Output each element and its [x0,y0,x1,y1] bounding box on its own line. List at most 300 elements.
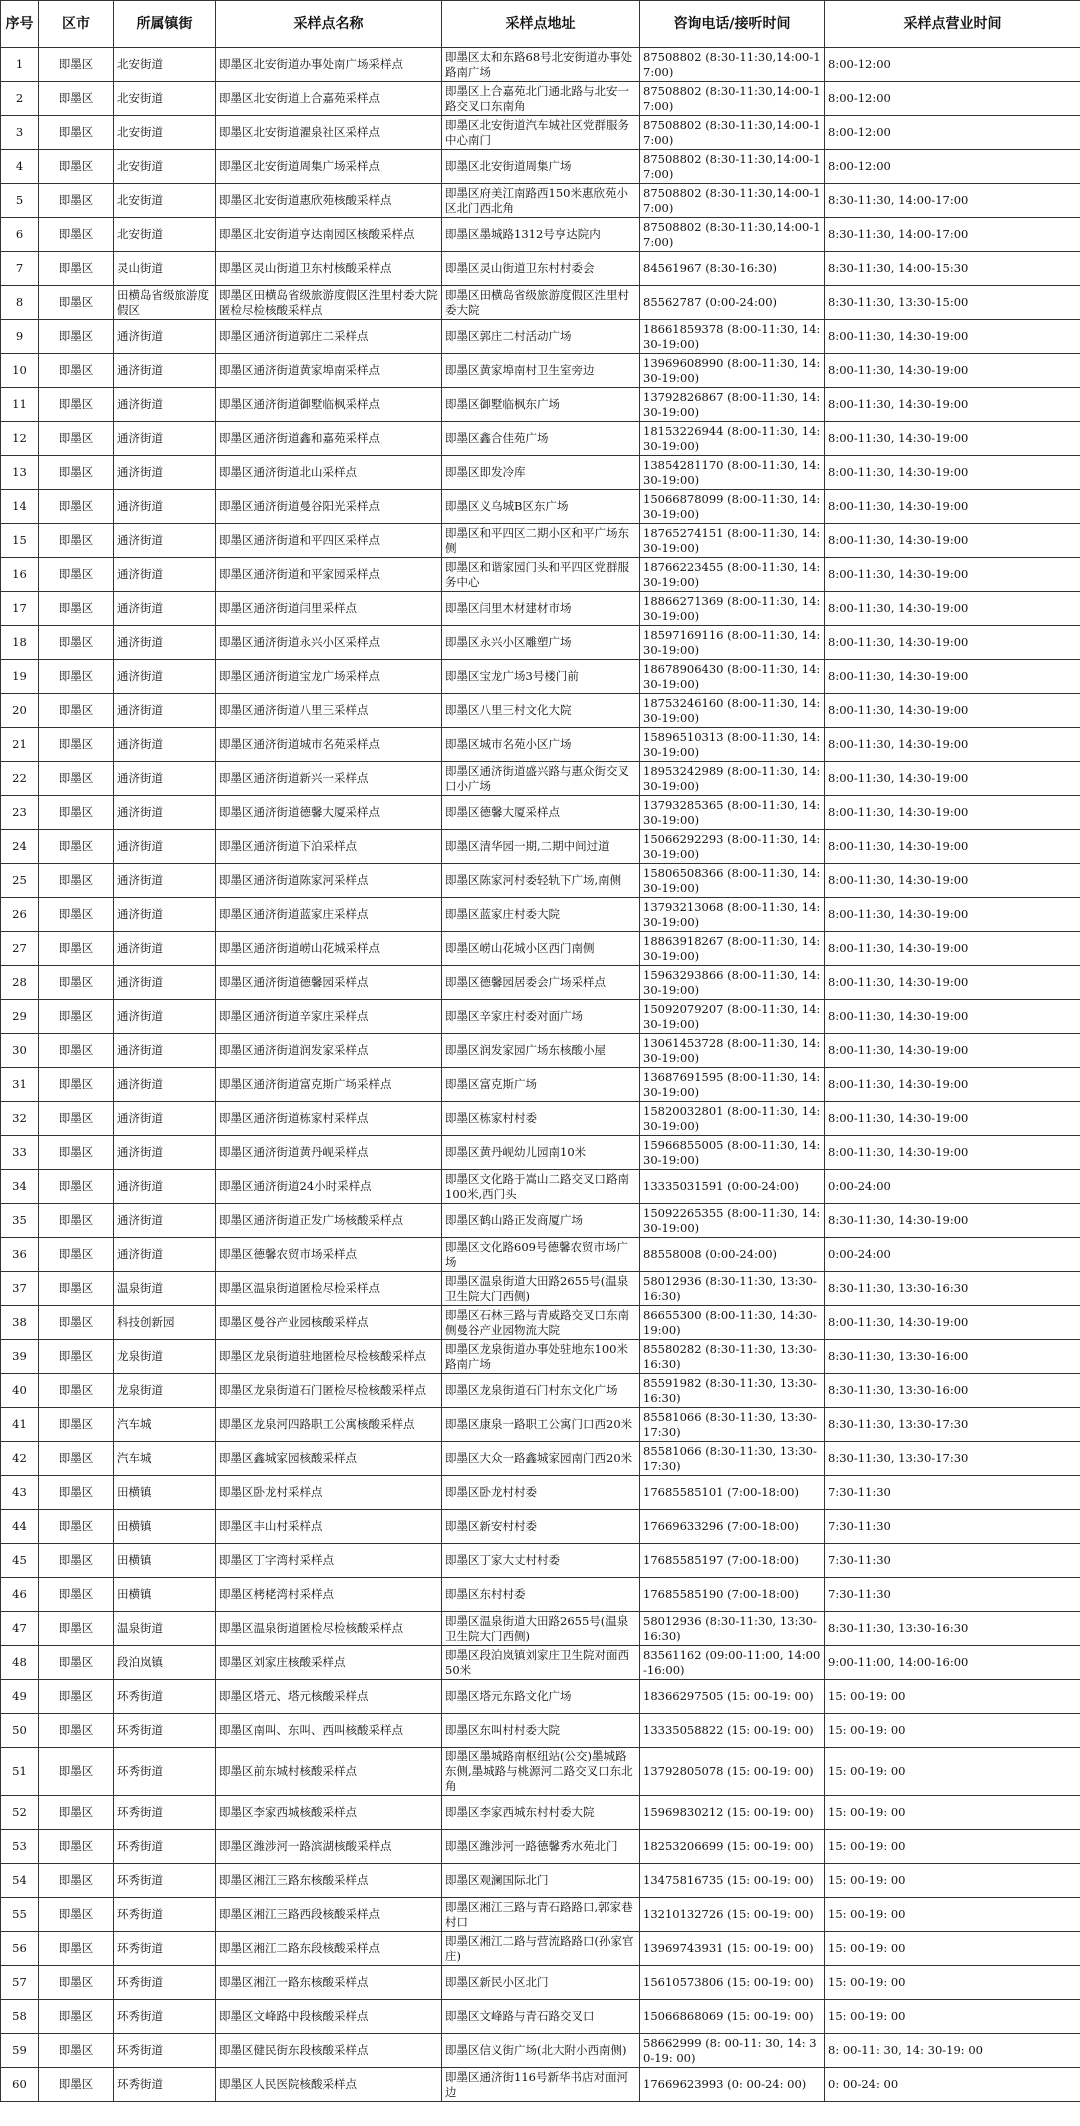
site-name-cell: 即墨区通济街道富克斯广场采样点 [216,1068,442,1102]
site-address-cell: 即墨区田横岛省级旅游度假区泩里村委大院 [442,286,640,320]
phone-hours-cell: 18866271369 (8:00-11:30, 14:30-19:00) [640,592,825,626]
site-address-cell: 即墨区通济街116号新华书店对面河边 [442,2068,640,2102]
site-address-cell: 即墨区德馨大厦采样点 [442,796,640,830]
open-hours-cell: 8:00-11:30, 14:30-19:00 [825,1034,1080,1068]
phone-hours-cell: 13475816735 (15: 00-19: 00) [640,1864,825,1898]
open-hours-cell: 8:00-11:30, 14:30-19:00 [825,966,1080,1000]
table-row [1,320,1080,354]
row-index-cell: 36 [1,1238,39,1272]
phone-hours-cell: 15820032801 (8:00-11:30, 14:30-19:00) [640,1102,825,1136]
table-row [1,1966,1080,2000]
open-hours-cell: 8:00-11:30, 14:30-19:00 [825,422,1080,456]
district-cell: 即墨区 [39,354,114,388]
phone-hours-cell: 85581066 (8:30-11:30, 13:30-17:30) [640,1408,825,1442]
site-address-cell: 即墨区文化路于嵩山二路交叉口路南100米,西门头 [442,1170,640,1204]
site-name-cell: 即墨区温泉街道匿检尽检核酸采样点 [216,1612,442,1646]
site-name-cell: 即墨区人民医院核酸采样点 [216,2068,442,2102]
site-name-cell: 即墨区通济街道栋家村采样点 [216,1102,442,1136]
district-cell: 即墨区 [39,1830,114,1864]
street-cell: 通济街道 [114,1204,216,1238]
site-address-cell: 即墨区大众一路鑫城家园南门西20米 [442,1442,640,1476]
site-address-cell: 即墨区北安街道汽车城社区党群服务中心南门 [442,116,640,150]
street-cell: 环秀街道 [114,1898,216,1932]
row-index-cell: 19 [1,660,39,694]
site-name-cell: 即墨区龙泉河四路职工公寓核酸采样点 [216,1408,442,1442]
table-row [1,592,1080,626]
open-hours-cell: 8:00-12:00 [825,116,1080,150]
site-name-cell: 即墨区塔元、塔元核酸采样点 [216,1680,442,1714]
site-name-cell: 即墨区湘江三路西段核酸采样点 [216,1898,442,1932]
header-hours: 采样点营业时间 [825,1,1080,48]
site-name-cell: 即墨区龙泉街道驻地匿检尽检核酸采样点 [216,1340,442,1374]
phone-hours-cell: 13969608990 (8:00-11:30, 14:30-19:00) [640,354,825,388]
phone-hours-cell: 18953242989 (8:00-11:30, 14:30-19:00) [640,762,825,796]
open-hours-cell: 15: 00-19: 00 [825,1864,1080,1898]
table-row [1,2068,1080,2102]
site-name-cell: 即墨区通济街道黄丹岘采样点 [216,1136,442,1170]
street-cell: 通济街道 [114,762,216,796]
table-row [1,966,1080,1000]
open-hours-cell: 8:30-11:30, 13:30-17:30 [825,1408,1080,1442]
open-hours-cell: 8:00-12:00 [825,48,1080,82]
table-row [1,1136,1080,1170]
site-address-cell: 即墨区宝龙广场3号楼门前 [442,660,640,694]
street-cell: 环秀街道 [114,1714,216,1748]
site-name-cell: 即墨区通济街道和平四区采样点 [216,524,442,558]
phone-hours-cell: 85581066 (8:30-11:30, 13:30-17:30) [640,1442,825,1476]
table-row [1,1714,1080,1748]
district-cell: 即墨区 [39,2068,114,2102]
table-row [1,762,1080,796]
row-index-cell: 45 [1,1544,39,1578]
district-cell: 即墨区 [39,1932,114,1966]
phone-hours-cell: 13792805078 (15: 00-19: 00) [640,1748,825,1796]
table-row [1,626,1080,660]
street-cell: 田横岛省级旅游度假区 [114,286,216,320]
phone-hours-cell: 18863918267 (8:00-11:30, 14:30-19:00) [640,932,825,966]
site-name-cell: 即墨区通济街道曼谷阳光采样点 [216,490,442,524]
site-name-cell: 即墨区前东城村核酸采样点 [216,1748,442,1796]
phone-hours-cell: 87508802 (8:30-11:30,14:00-17:00) [640,48,825,82]
street-cell: 通济街道 [114,1170,216,1204]
site-address-cell: 即墨区鹤山路正发商厦广场 [442,1204,640,1238]
street-cell: 北安街道 [114,150,216,184]
site-address-cell: 即墨区闫里木材建材市场 [442,592,640,626]
row-index-cell: 17 [1,592,39,626]
district-cell: 即墨区 [39,1340,114,1374]
site-name-cell: 即墨区湘江一路东核酸采样点 [216,1966,442,2000]
site-address-cell: 即墨区即发冷库 [442,456,640,490]
street-cell: 田横镇 [114,1510,216,1544]
open-hours-cell: 8:00-11:30, 14:30-19:00 [825,388,1080,422]
district-cell: 即墨区 [39,1748,114,1796]
row-index-cell: 5 [1,184,39,218]
site-address-cell: 即墨区东叫村村委大院 [442,1714,640,1748]
row-index-cell: 55 [1,1898,39,1932]
open-hours-cell: 8:00-12:00 [825,82,1080,116]
street-cell: 通济街道 [114,1034,216,1068]
street-cell: 通济街道 [114,388,216,422]
site-name-cell: 即墨区北安街道亨达南园区核酸采样点 [216,218,442,252]
street-cell: 灵山街道 [114,252,216,286]
row-index-cell: 26 [1,898,39,932]
open-hours-cell: 8:00-11:30, 14:30-19:00 [825,796,1080,830]
district-cell: 即墨区 [39,184,114,218]
site-address-cell: 即墨区观澜国际北门 [442,1864,640,1898]
open-hours-cell: 9:00-11:00, 14:00-16:00 [825,1646,1080,1680]
street-cell: 北安街道 [114,116,216,150]
site-name-cell: 即墨区潍涉河一路滨湖核酸采样点 [216,1830,442,1864]
district-cell: 即墨区 [39,1170,114,1204]
row-index-cell: 29 [1,1000,39,1034]
row-index-cell: 8 [1,286,39,320]
row-index-cell: 15 [1,524,39,558]
open-hours-cell: 15: 00-19: 00 [825,1932,1080,1966]
row-index-cell: 21 [1,728,39,762]
district-cell: 即墨区 [39,932,114,966]
open-hours-cell: 7:30-11:30 [825,1510,1080,1544]
table-row [1,796,1080,830]
phone-hours-cell: 13854281170 (8:00-11:30, 14:30-19:00) [640,456,825,490]
table-row [1,1544,1080,1578]
street-cell: 通济街道 [114,558,216,592]
site-address-cell: 即墨区永兴小区雕塑广场 [442,626,640,660]
open-hours-cell: 8:00-11:30, 14:30-19:00 [825,1000,1080,1034]
open-hours-cell: 15: 00-19: 00 [825,1966,1080,2000]
site-name-cell: 即墨区通济街道24小时采样点 [216,1170,442,1204]
site-name-cell: 即墨区通济街道德馨大厦采样点 [216,796,442,830]
street-cell: 通济街道 [114,524,216,558]
site-address-cell: 即墨区润发家园广场东核酸小屋 [442,1034,640,1068]
district-cell: 即墨区 [39,252,114,286]
row-index-cell: 49 [1,1680,39,1714]
site-name-cell: 即墨区湘江二路东段核酸采样点 [216,1932,442,1966]
district-cell: 即墨区 [39,1000,114,1034]
street-cell: 环秀街道 [114,2000,216,2034]
street-cell: 通济街道 [114,898,216,932]
row-index-cell: 28 [1,966,39,1000]
site-address-cell: 即墨区新安村村委 [442,1510,640,1544]
street-cell: 环秀街道 [114,1864,216,1898]
street-cell: 环秀街道 [114,1748,216,1796]
table-row [1,456,1080,490]
row-index-cell: 20 [1,694,39,728]
phone-hours-cell: 85580282 (8:30-11:30, 13:30-16:30) [640,1340,825,1374]
street-cell: 通济街道 [114,320,216,354]
phone-hours-cell: 17669623993 (0: 00-24: 00) [640,2068,825,2102]
street-cell: 通济街道 [114,830,216,864]
table-row [1,1170,1080,1204]
row-index-cell: 14 [1,490,39,524]
table-row [1,1578,1080,1612]
row-index-cell: 44 [1,1510,39,1544]
row-index-cell: 39 [1,1340,39,1374]
row-index-cell: 48 [1,1646,39,1680]
site-name-cell: 即墨区北安街道周集广场采样点 [216,150,442,184]
phone-hours-cell: 18678906430 (8:00-11:30, 14:30-19:00) [640,660,825,694]
row-index-cell: 35 [1,1204,39,1238]
street-cell: 环秀街道 [114,1680,216,1714]
table-row [1,830,1080,864]
site-name-cell: 即墨区通济街道陈家河采样点 [216,864,442,898]
phone-hours-cell: 13210132726 (15: 00-19: 00) [640,1898,825,1932]
row-index-cell: 59 [1,2034,39,2068]
street-cell: 通济街道 [114,592,216,626]
phone-hours-cell: 13335058822 (15: 00-19: 00) [640,1714,825,1748]
row-index-cell: 10 [1,354,39,388]
district-cell: 即墨区 [39,286,114,320]
site-address-cell: 即墨区八里三村文化大院 [442,694,640,728]
table-row [1,1238,1080,1272]
phone-hours-cell: 13969743931 (15: 00-19: 00) [640,1932,825,1966]
district-cell: 即墨区 [39,1864,114,1898]
district-cell: 即墨区 [39,1374,114,1408]
row-index-cell: 23 [1,796,39,830]
open-hours-cell: 8:30-11:30, 13:30-16:30 [825,1612,1080,1646]
street-cell: 通济街道 [114,966,216,1000]
table-row [1,1340,1080,1374]
site-address-cell: 即墨区蓝家庄村委大院 [442,898,640,932]
open-hours-cell: 8: 00-11: 30, 14: 30-19: 00 [825,2034,1080,2068]
street-cell: 通济街道 [114,354,216,388]
row-index-cell: 2 [1,82,39,116]
phone-hours-cell: 83561162 (09:00-11:00, 14:00-16:00) [640,1646,825,1680]
street-cell: 龙泉街道 [114,1374,216,1408]
open-hours-cell: 8:00-11:30, 14:30-19:00 [825,762,1080,796]
table-row [1,184,1080,218]
table-row [1,1864,1080,1898]
open-hours-cell: 8:00-11:30, 14:30-19:00 [825,558,1080,592]
site-address-cell: 即墨区段泊岚镇刘家庄卫生院对面西50米 [442,1646,640,1680]
table-row [1,1408,1080,1442]
table-row [1,898,1080,932]
street-cell: 温泉街道 [114,1612,216,1646]
row-index-cell: 47 [1,1612,39,1646]
site-address-cell: 即墨区和谐家园门头和平四区党群服务中心 [442,558,640,592]
site-address-cell: 即墨区墨城路南枢纽站(公交)墨城路东侧,墨城路与桃源河二路交叉口东北角 [442,1748,640,1796]
phone-hours-cell: 15092079207 (8:00-11:30, 14:30-19:00) [640,1000,825,1034]
table-row [1,1034,1080,1068]
open-hours-cell: 8:00-11:30, 14:30-19:00 [825,830,1080,864]
district-cell: 即墨区 [39,898,114,932]
header-index: 序号 [1,1,39,48]
table-body [1,48,1080,2102]
site-address-cell: 即墨区黄家埠南村卫生室旁边 [442,354,640,388]
site-address-cell: 即墨区塔元东路文化广场 [442,1680,640,1714]
open-hours-cell: 0:00-24:00 [825,1238,1080,1272]
street-cell: 通济街道 [114,796,216,830]
open-hours-cell: 8:30-11:30, 14:30-19:00 [825,1204,1080,1238]
district-cell: 即墨区 [39,1204,114,1238]
district-cell: 即墨区 [39,1714,114,1748]
site-name-cell: 即墨区通济街道黄家埠南采样点 [216,354,442,388]
district-cell: 即墨区 [39,966,114,1000]
site-address-cell: 即墨区栋家村村委 [442,1102,640,1136]
district-cell: 即墨区 [39,388,114,422]
phone-hours-cell: 17685585101 (7:00-18:00) [640,1476,825,1510]
table-row [1,1204,1080,1238]
street-cell: 通济街道 [114,932,216,966]
site-name-cell: 即墨区鑫城家园核酸采样点 [216,1442,442,1476]
row-index-cell: 60 [1,2068,39,2102]
open-hours-cell: 8:00-11:30, 14:30-19:00 [825,490,1080,524]
site-address-cell: 即墨区湘江二路与营流路路口(孙家官庄) [442,1932,640,1966]
district-cell: 即墨区 [39,1136,114,1170]
district-cell: 即墨区 [39,1544,114,1578]
street-cell: 通济街道 [114,694,216,728]
phone-hours-cell: 13335031591 (0:00-24:00) [640,1170,825,1204]
open-hours-cell: 8:30-11:30, 13:30-16:30 [825,1272,1080,1306]
district-cell: 即墨区 [39,660,114,694]
site-name-cell: 即墨区通济街道润发家采样点 [216,1034,442,1068]
table-row [1,116,1080,150]
table-row [1,354,1080,388]
site-address-cell: 即墨区北安街道周集广场 [442,150,640,184]
district-cell: 即墨区 [39,218,114,252]
open-hours-cell: 8:00-11:30, 14:30-19:00 [825,694,1080,728]
phone-hours-cell: 13793213068 (8:00-11:30, 14:30-19:00) [640,898,825,932]
site-address-cell: 即墨区灵山街道卫东村村委会 [442,252,640,286]
district-cell: 即墨区 [39,1238,114,1272]
open-hours-cell: 8:00-11:30, 14:30-19:00 [825,660,1080,694]
open-hours-cell: 8:00-12:00 [825,150,1080,184]
phone-hours-cell: 15963293866 (8:00-11:30, 14:30-19:00) [640,966,825,1000]
site-address-cell: 即墨区东村村委 [442,1578,640,1612]
district-cell: 即墨区 [39,864,114,898]
site-name-cell: 即墨区通济街道城市名苑采样点 [216,728,442,762]
district-cell: 即墨区 [39,1578,114,1612]
district-cell: 即墨区 [39,762,114,796]
table-row [1,1510,1080,1544]
phone-hours-cell: 15092265355 (8:00-11:30, 14:30-19:00) [640,1204,825,1238]
site-address-cell: 即墨区太和东路68号北安街道办事处路南广场 [442,48,640,82]
table-header [1,1,1080,48]
site-name-cell: 即墨区田横岛省级旅游度假区泩里村委大院匿检尽检核酸采样点 [216,286,442,320]
street-cell: 环秀街道 [114,2068,216,2102]
site-name-cell: 即墨区湘江三路东核酸采样点 [216,1864,442,1898]
site-name-cell: 即墨区丁字湾村采样点 [216,1544,442,1578]
site-address-cell: 即墨区富克斯广场 [442,1068,640,1102]
row-index-cell: 34 [1,1170,39,1204]
district-cell: 即墨区 [39,490,114,524]
phone-hours-cell: 18153226944 (8:00-11:30, 14:30-19:00) [640,422,825,456]
district-cell: 即墨区 [39,116,114,150]
street-cell: 通济街道 [114,490,216,524]
site-name-cell: 即墨区通济街道鑫和嘉苑采样点 [216,422,442,456]
street-cell: 通济街道 [114,422,216,456]
site-name-cell: 即墨区通济街道北山采样点 [216,456,442,490]
row-index-cell: 22 [1,762,39,796]
phone-hours-cell: 18366297505 (15: 00-19: 00) [640,1680,825,1714]
phone-hours-cell: 15066868069 (15: 00-19: 00) [640,2000,825,2034]
district-cell: 即墨区 [39,2034,114,2068]
district-cell: 即墨区 [39,1408,114,1442]
district-cell: 即墨区 [39,1646,114,1680]
district-cell: 即墨区 [39,1442,114,1476]
site-address-cell: 即墨区康泉一路职工公寓门口西20米 [442,1408,640,1442]
phone-hours-cell: 87508802 (8:30-11:30,14:00-17:00) [640,116,825,150]
site-address-cell: 即墨区新民小区北门 [442,1966,640,2000]
table-row [1,1898,1080,1932]
district-cell: 即墨区 [39,2000,114,2034]
street-cell: 通济街道 [114,626,216,660]
table-row [1,1476,1080,1510]
site-name-cell: 即墨区通济街道蓝家庄采样点 [216,898,442,932]
phone-hours-cell: 13061453728 (8:00-11:30, 14:30-19:00) [640,1034,825,1068]
district-cell: 即墨区 [39,524,114,558]
open-hours-cell: 8:00-11:30, 14:30-19:00 [825,354,1080,388]
open-hours-cell: 15: 00-19: 00 [825,1830,1080,1864]
district-cell: 即墨区 [39,82,114,116]
site-address-cell: 即墨区义乌城B区东广场 [442,490,640,524]
row-index-cell: 6 [1,218,39,252]
open-hours-cell: 15: 00-19: 00 [825,2000,1080,2034]
row-index-cell: 42 [1,1442,39,1476]
site-name-cell: 即墨区通济街道德馨园采样点 [216,966,442,1000]
table-row [1,864,1080,898]
street-cell: 科技创新园 [114,1306,216,1340]
phone-hours-cell: 17685585197 (7:00-18:00) [640,1544,825,1578]
row-index-cell: 24 [1,830,39,864]
row-index-cell: 52 [1,1796,39,1830]
site-name-cell: 即墨区灵山街道卫东村核酸采样点 [216,252,442,286]
district-cell: 即墨区 [39,694,114,728]
phone-hours-cell: 17685585190 (7:00-18:00) [640,1578,825,1612]
site-address-cell: 即墨区湘江三路与青石路路口,郭家巷村口 [442,1898,640,1932]
open-hours-cell: 8:00-11:30, 14:30-19:00 [825,1136,1080,1170]
open-hours-cell: 15: 00-19: 00 [825,1748,1080,1796]
row-index-cell: 40 [1,1374,39,1408]
site-address-cell: 即墨区上合嘉苑北门通北路与北安一路交叉口东南角 [442,82,640,116]
street-cell: 龙泉街道 [114,1340,216,1374]
site-name-cell: 即墨区曼谷产业园核酸采样点 [216,1306,442,1340]
phone-hours-cell: 87508802 (8:30-11:30,14:00-17:00) [640,150,825,184]
site-name-cell: 即墨区北安街道办事处南广场采样点 [216,48,442,82]
district-cell: 即墨区 [39,1272,114,1306]
district-cell: 即墨区 [39,48,114,82]
open-hours-cell: 15: 00-19: 00 [825,1714,1080,1748]
district-cell: 即墨区 [39,830,114,864]
header-street: 所属镇街 [114,1,216,48]
district-cell: 即墨区 [39,558,114,592]
row-index-cell: 43 [1,1476,39,1510]
open-hours-cell: 8:00-11:30, 14:30-19:00 [825,320,1080,354]
phone-hours-cell: 18661859378 (8:00-11:30, 14:30-19:00) [640,320,825,354]
row-index-cell: 53 [1,1830,39,1864]
header-site-name: 采样点名称 [216,1,442,48]
site-address-cell: 即墨区文化路609号德馨农贸市场广场 [442,1238,640,1272]
row-index-cell: 16 [1,558,39,592]
row-index-cell: 56 [1,1932,39,1966]
site-name-cell: 即墨区通济街道郭庄二采样点 [216,320,442,354]
open-hours-cell: 8:30-11:30, 13:30-15:00 [825,286,1080,320]
open-hours-cell: 8:00-11:30, 14:30-19:00 [825,1306,1080,1340]
district-cell: 即墨区 [39,1612,114,1646]
phone-hours-cell: 13792826867 (8:00-11:30, 14:30-19:00) [640,388,825,422]
phone-hours-cell: 17669633296 (7:00-18:00) [640,1510,825,1544]
site-address-cell: 即墨区德馨园居委会广场采样点 [442,966,640,1000]
site-address-cell: 即墨区卧龙村村委 [442,1476,640,1510]
table-row [1,1374,1080,1408]
open-hours-cell: 0: 00-24: 00 [825,2068,1080,2102]
table-row [1,1612,1080,1646]
phone-hours-cell: 15066878099 (8:00-11:30, 14:30-19:00) [640,490,825,524]
site-address-cell: 即墨区信义街广场(北大附小西南侧) [442,2034,640,2068]
site-name-cell: 即墨区通济街道新兴一采样点 [216,762,442,796]
row-index-cell: 33 [1,1136,39,1170]
site-address-cell: 即墨区陈家河村委轻轨下广场,南侧 [442,864,640,898]
street-cell: 汽车城 [114,1442,216,1476]
